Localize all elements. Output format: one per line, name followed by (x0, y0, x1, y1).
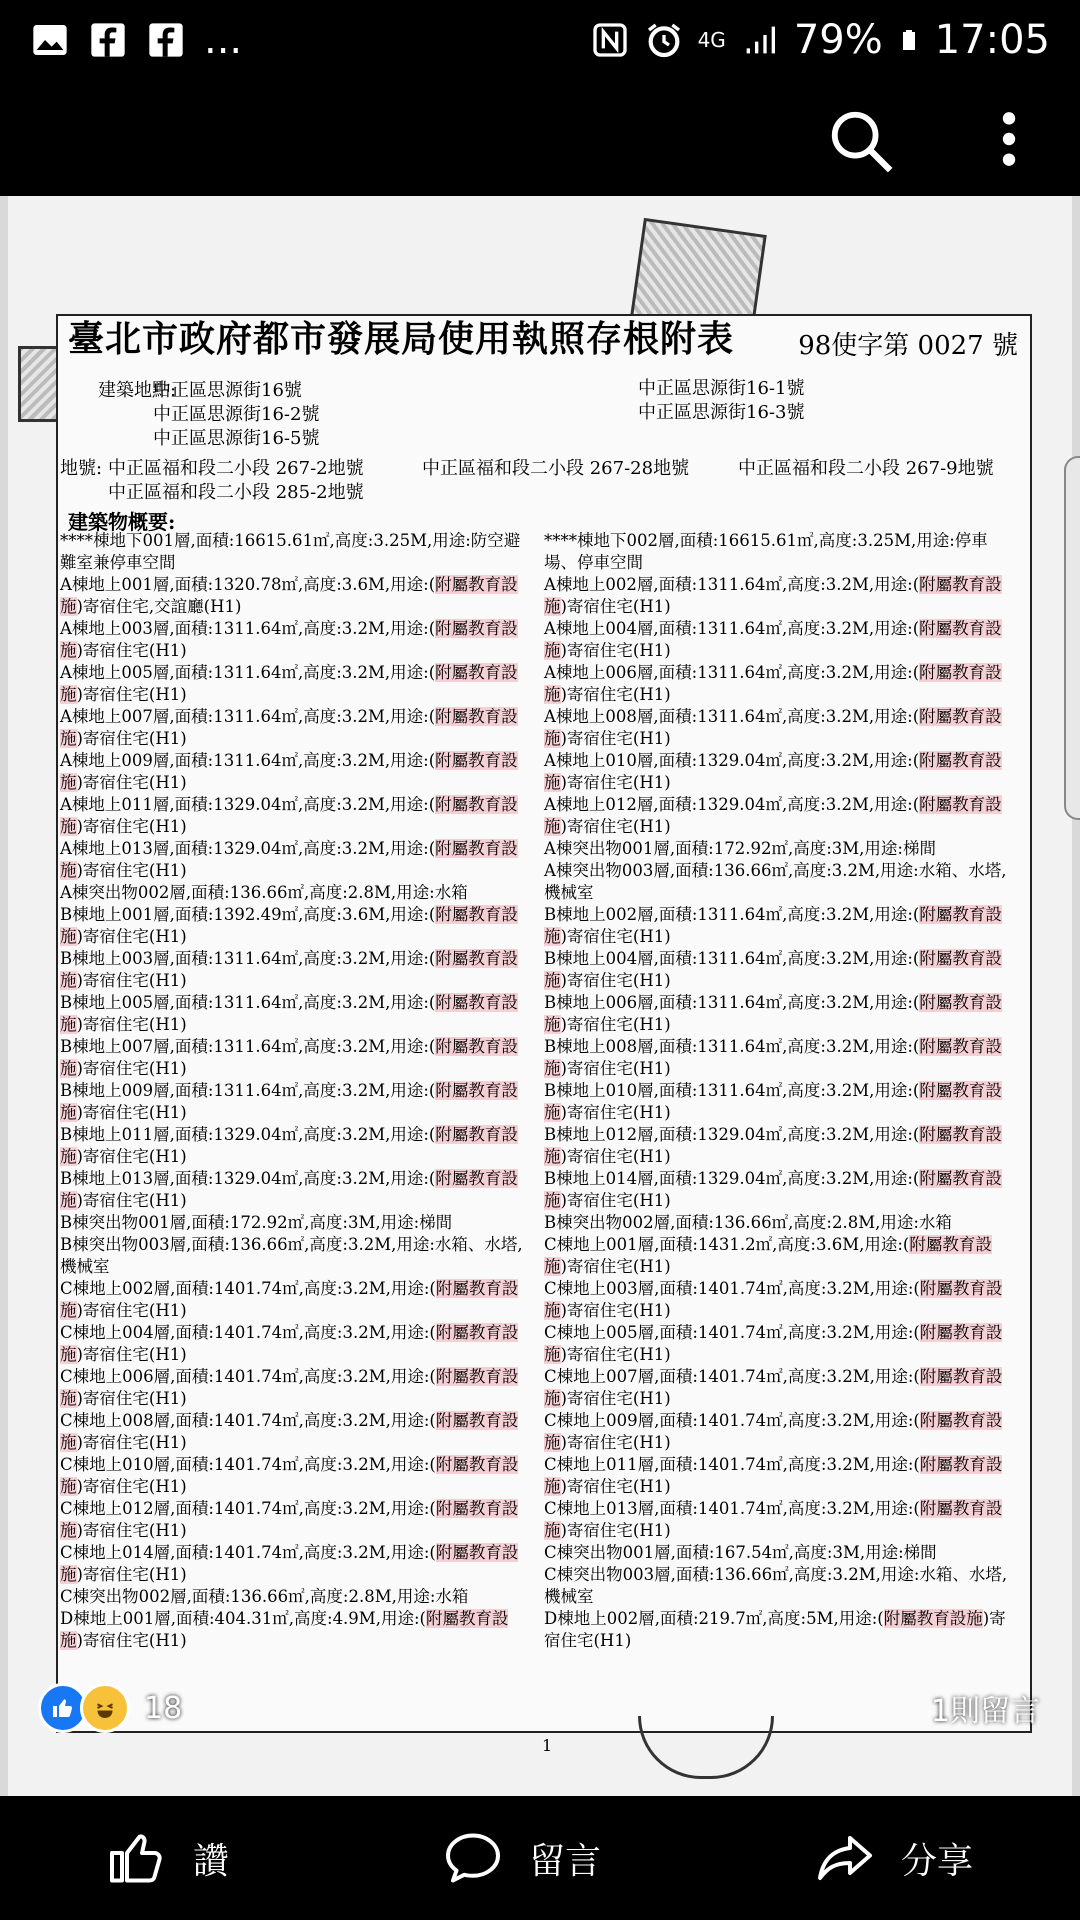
lot-3: 中正區福和段二小段 267-9地號 (738, 458, 994, 479)
usage-entry (60, 794, 528, 838)
clock: 17:05 (934, 17, 1050, 63)
reaction-count: 18 (144, 1690, 183, 1726)
entry-text: C棟地上010層,面積:1401.74㎡,高度:3.2M,用途:( (60, 1455, 436, 1474)
image-icon (30, 20, 70, 60)
usage-entry (544, 1542, 1012, 1564)
entry-text: B棟突出物003層,面積:136.66㎡,高度:3.2M,用途:水箱、水塔,機械室 (60, 1235, 523, 1276)
share-button[interactable] (815, 1828, 973, 1888)
entry-suffix: )寄宿住宅(H1) (560, 971, 671, 990)
entry-text: A棟突出物002層,面積:136.66㎡,高度:2.8M,用途:水箱 (60, 883, 468, 902)
entry-text: A棟地上012層,面積:1329.04㎡,高度:3.2M,用途:( (544, 795, 920, 814)
entry-suffix: )寄宿住宅(H1) (76, 1147, 187, 1166)
entry-suffix: )寄宿住宅(H1) (76, 1191, 187, 1210)
usage-entry (544, 1278, 1012, 1322)
usage-entry (60, 1608, 528, 1652)
signal-icon (740, 20, 780, 60)
entry-text: C棟地上012層,面積:1401.74㎡,高度:3.2M,用途:( (60, 1499, 436, 1518)
status-right (590, 0, 1050, 80)
highlighted-usage: 附屬教育設施 (544, 707, 1002, 748)
alarm-icon (644, 20, 684, 60)
comment-button[interactable] (443, 1828, 601, 1888)
entry-text: ****棟地下002層,面積:16615.61㎡,高度:3.25M,用途:停車場、停車空間 (544, 531, 988, 572)
entry-text: C棟地上006層,面積:1401.74㎡,高度:3.2M,用途:( (60, 1367, 436, 1386)
usage-entry (544, 662, 1012, 706)
entry-suffix: )寄宿住宅(H1) (560, 1191, 671, 1210)
usage-entry (544, 1366, 1012, 1410)
entry-text: D棟地上002層,面積:219.7㎡,高度:5M,用途:( (544, 1609, 884, 1628)
highlighted-usage: 附屬教育設施 (544, 575, 1002, 616)
right-column (544, 530, 1012, 1652)
nfc-icon (590, 20, 630, 60)
usage-entry (60, 1498, 528, 1542)
reactions-summary[interactable] (38, 1683, 182, 1733)
entry-text: B棟地上007層,面積:1311.64㎡,高度:3.2M,用途:( (60, 1037, 436, 1056)
highlighted-usage: 附屬教育設施 (60, 1125, 518, 1166)
comment-bubble-icon (443, 1828, 503, 1888)
entry-suffix: )寄宿住宅(H1) (560, 1477, 671, 1496)
usage-entry (60, 1586, 528, 1608)
bottom-action-bar (0, 1796, 1080, 1920)
entry-text: B棟地上002層,面積:1311.64㎡,高度:3.2M,用途:( (544, 905, 920, 924)
entry-text: D棟地上001層,面積:404.31㎡,高度:4.9M,用途:( (60, 1609, 426, 1628)
lot-label: 地號: (60, 458, 103, 479)
like-label: 讚 (192, 1840, 229, 1882)
usage-entry (60, 1080, 528, 1124)
entry-text: B棟地上001層,面積:1392.49㎡,高度:3.6M,用途:( (60, 905, 436, 924)
status-more: ... (204, 17, 243, 63)
share-label: 分享 (900, 1840, 973, 1882)
entry-text: A棟突出物003層,面積:136.66㎡,高度:3.2M,用途:水箱、水塔,機械室 (544, 861, 1007, 902)
usage-entry (60, 1278, 528, 1322)
entry-suffix: )寄宿住宅(H1) (560, 1015, 671, 1034)
comment-count-link[interactable]: 1則留言 (930, 1694, 1040, 1729)
entry-suffix: )寄宿住宅(H1) (560, 685, 671, 704)
entry-suffix: )寄宿住宅(H1) (560, 1389, 671, 1408)
entry-suffix: )寄宿住宅(H1) (560, 773, 671, 792)
usage-entry (544, 1322, 1012, 1366)
usage-entry (60, 1212, 528, 1234)
entry-text: ****棟地下001層,面積:16615.61㎡,高度:3.25M,用途:防空避難室兼停車空間 (60, 531, 521, 572)
usage-entry (544, 794, 1012, 838)
highlighted-usage: 附屬教育設施 (544, 1279, 1003, 1320)
highlighted-usage: 附屬教育設施 (60, 839, 518, 880)
entry-suffix: )寄宿住宅(H1) (560, 1103, 671, 1122)
document-photo (8, 196, 1072, 1796)
usage-entry (60, 1542, 528, 1586)
entry-suffix: )寄宿住宅(H1) (76, 861, 187, 880)
highlighted-usage: 附屬教育設施 (60, 1037, 518, 1078)
entry-text: B棟地上003層,面積:1311.64㎡,高度:3.2M,用途:( (60, 949, 436, 968)
usage-entry (60, 618, 528, 662)
usage-entry (544, 1498, 1012, 1542)
entry-suffix: )寄宿住宅(H1) (76, 1433, 187, 1452)
entry-suffix: )寄宿住宅(H1) (544, 1609, 1006, 1650)
usage-entry (544, 1564, 1012, 1608)
edge-handle[interactable] (1064, 456, 1080, 820)
entry-suffix: )寄宿住宅,交誼廳(H1) (76, 597, 242, 616)
usage-entry (60, 1366, 528, 1410)
page-number: 1 (542, 1736, 553, 1755)
entry-text: A棟地上010層,面積:1329.04㎡,高度:3.2M,用途:( (544, 751, 920, 770)
usage-entry (544, 1124, 1012, 1168)
usage-entry (544, 1168, 1012, 1212)
usage-entry (60, 882, 528, 904)
lot-4: 中正區福和段二小段 285-2地號 (108, 482, 364, 503)
entry-text: A棟地上009層,面積:1311.64㎡,高度:3.2M,用途:( (60, 751, 436, 770)
status-bar (0, 0, 1080, 80)
entry-text: B棟地上008層,面積:1311.64㎡,高度:3.2M,用途:( (544, 1037, 920, 1056)
usage-entry (60, 992, 528, 1036)
entry-text: B棟地上013層,面積:1329.04㎡,高度:3.2M,用途:( (60, 1169, 436, 1188)
entry-suffix: )寄宿住宅(H1) (560, 1433, 671, 1452)
entry-suffix: )寄宿住宅(H1) (76, 1301, 187, 1320)
facebook-icon (88, 20, 128, 60)
highlighted-usage: 附屬教育設施 (60, 949, 518, 990)
battery-icon (897, 20, 921, 60)
document-title-row (68, 292, 1028, 362)
entry-text: C棟突出物003層,面積:136.66㎡,高度:3.2M,用途:水箱、水塔,機械室 (544, 1565, 1008, 1606)
usage-entry (60, 662, 528, 706)
entry-text: A棟地上008層,面積:1311.64㎡,高度:3.2M,用途:( (544, 707, 920, 726)
entry-suffix: )寄宿住宅(H1) (76, 729, 187, 748)
usage-entry (544, 948, 1012, 992)
entry-suffix: )寄宿住宅(H1) (560, 1059, 671, 1078)
usage-entry (544, 530, 1012, 574)
highlighted-usage: 附屬教育設施 (544, 1323, 1003, 1364)
entry-text: A棟突出物001層,面積:172.92㎡,高度:3M,用途:梯間 (544, 839, 936, 858)
entry-text: A棟地上002層,面積:1311.64㎡,高度:3.2M,用途:( (544, 575, 920, 594)
highlighted-usage: 附屬教育設施 (60, 707, 518, 748)
battery-percent: 79% (793, 17, 883, 63)
usage-entry (544, 750, 1012, 794)
entry-suffix: )寄宿住宅(H1) (560, 729, 671, 748)
highlighted-usage: 附屬教育設施 (544, 1125, 1002, 1166)
usage-entry (60, 1454, 528, 1498)
entry-text: B棟地上010層,面積:1311.64㎡,高度:3.2M,用途:( (544, 1081, 920, 1100)
entry-text: A棟地上004層,面積:1311.64㎡,高度:3.2M,用途:( (544, 619, 920, 638)
usage-entry (544, 1036, 1012, 1080)
status-left (30, 17, 242, 63)
comment-label: 留言 (528, 1840, 601, 1882)
entry-text: B棟地上004層,面積:1311.64㎡,高度:3.2M,用途:( (544, 949, 920, 968)
entry-text: C棟地上007層,面積:1401.74㎡,高度:3.2M,用途:( (544, 1367, 920, 1386)
entry-text: A棟地上003層,面積:1311.64㎡,高度:3.2M,用途:( (60, 619, 436, 638)
highlighted-usage: 附屬教育設施 (544, 1411, 1003, 1452)
left-column (60, 530, 528, 1652)
entry-suffix: )寄宿住宅(H1) (76, 1477, 187, 1496)
highlighted-usage: 附屬教育設施 (544, 619, 1002, 660)
usage-entry (544, 1234, 1012, 1278)
entry-text: B棟地上005層,面積:1311.64㎡,高度:3.2M,用途:( (60, 993, 436, 1012)
entry-text: B棟地上006層,面積:1311.64㎡,高度:3.2M,用途:( (544, 993, 920, 1012)
entry-suffix: )寄宿住宅(H1) (76, 971, 187, 990)
usage-entry (544, 1410, 1012, 1454)
highlighted-usage: 附屬教育設施 (60, 663, 518, 704)
usage-entry (60, 1322, 528, 1366)
entry-suffix: )寄宿住宅(H1) (560, 597, 671, 616)
usage-entry (544, 904, 1012, 948)
highlighted-usage: 附屬教育設施 (544, 1037, 1002, 1078)
more-vert-icon[interactable] (978, 108, 1040, 170)
highlighted-usage: 附屬教育設施 (544, 751, 1002, 792)
usage-entry (60, 948, 528, 992)
highlighted-usage: 附屬教育設施 (60, 795, 518, 836)
usage-entry (544, 1212, 1012, 1234)
highlighted-usage: 附屬教育設施 (544, 795, 1002, 836)
highlighted-usage: 附屬教育設施 (60, 1411, 519, 1452)
highlighted-usage: 附屬教育設施 (544, 1235, 992, 1276)
entry-text: C棟突出物001層,面積:167.54㎡,高度:3M,用途:梯間 (544, 1543, 937, 1562)
entry-text: C棟地上002層,面積:1401.74㎡,高度:3.2M,用途:( (60, 1279, 436, 1298)
usage-entry (60, 1410, 528, 1454)
entry-suffix: )寄宿住宅(H1) (76, 927, 187, 946)
usage-entry (60, 706, 528, 750)
highlighted-usage: 附屬教育設施 (60, 575, 518, 616)
entry-suffix: )寄宿住宅(H1) (76, 1059, 187, 1078)
entry-suffix: )寄宿住宅(H1) (76, 1565, 187, 1584)
usage-entry (544, 1080, 1012, 1124)
usage-entry (544, 838, 1012, 860)
entry-text: C棟地上009層,面積:1401.74㎡,高度:3.2M,用途:( (544, 1411, 920, 1430)
entry-suffix: )寄宿住宅(H1) (76, 1103, 187, 1122)
haha-reaction-icon (80, 1683, 130, 1733)
usage-entry (60, 530, 528, 574)
facebook-icon (146, 20, 186, 60)
highlighted-usage: 附屬教育設施 (60, 751, 518, 792)
highlighted-usage: 附屬教育設施 (60, 993, 518, 1034)
usage-entry (544, 1454, 1012, 1498)
entry-suffix: )寄宿住宅(H1) (560, 1301, 671, 1320)
entry-text: A棟地上005層,面積:1311.64㎡,高度:3.2M,用途:( (60, 663, 436, 682)
usage-entry (544, 1608, 1012, 1652)
highlighted-usage: 附屬教育設施 (60, 1323, 519, 1364)
highlighted-usage: 附屬教育設施 (544, 1081, 1002, 1122)
entry-text: C棟地上014層,面積:1401.74㎡,高度:3.2M,用途:( (60, 1543, 436, 1562)
lot-1: 中正區福和段二小段 267-2地號 (108, 458, 364, 479)
entry-suffix: )寄宿住宅(H1) (76, 1345, 187, 1364)
highlighted-usage: 附屬教育設施 (60, 905, 518, 946)
highlighted-usage: 附屬教育設施 (60, 1609, 509, 1650)
entry-text: A棟地上013層,面積:1329.04㎡,高度:3.2M,用途:( (60, 839, 436, 858)
document-title: 臺北市政府都市發展局使用執照存根附表 (68, 318, 735, 360)
entry-suffix: )寄宿住宅(H1) (76, 1631, 187, 1650)
entry-suffix: )寄宿住宅(H1) (76, 1521, 187, 1540)
usage-entry (544, 992, 1012, 1036)
search-icon[interactable] (826, 106, 896, 176)
usage-entry (544, 860, 1012, 904)
entry-suffix: )寄宿住宅(H1) (560, 1257, 671, 1276)
entry-suffix: )寄宿住宅(H1) (560, 817, 671, 836)
entry-text: C棟地上011層,面積:1401.74㎡,高度:3.2M,用途:( (544, 1455, 920, 1474)
overview-heading: 建築物概要: (68, 510, 176, 534)
entry-suffix: )寄宿住宅(H1) (560, 1147, 671, 1166)
highlighted-usage: 附屬教育設施 (60, 1081, 518, 1122)
address-right-1: 中正區思源街16-1號 (638, 378, 805, 399)
highlighted-usage: 附屬教育設施 (60, 619, 518, 660)
thumbs-up-icon (107, 1828, 167, 1888)
highlighted-usage: 附屬教育設施 (544, 1499, 1003, 1540)
highlighted-usage: 附屬教育設施 (60, 1455, 519, 1496)
usage-entry (60, 574, 528, 618)
entry-text: A棟地上001層,面積:1320.78㎡,高度:3.6M,用途:( (60, 575, 436, 594)
usage-entry (60, 838, 528, 882)
entry-text: A棟地上011層,面積:1329.04㎡,高度:3.2M,用途:( (60, 795, 436, 814)
usage-entry (60, 1168, 528, 1212)
entry-suffix: )寄宿住宅(H1) (560, 1345, 671, 1364)
usage-entry (60, 1124, 528, 1168)
entry-suffix: )寄宿住宅(H1) (560, 927, 671, 946)
highlighted-usage: 附屬教育設施 (883, 1609, 983, 1628)
entry-text: B棟地上012層,面積:1329.04㎡,高度:3.2M,用途:( (544, 1125, 920, 1144)
highlighted-usage: 附屬教育設施 (544, 1169, 1002, 1210)
entry-text: B棟地上011層,面積:1329.04㎡,高度:3.2M,用途:( (60, 1125, 436, 1144)
entry-text: B棟地上009層,面積:1311.64㎡,高度:3.2M,用途:( (60, 1081, 436, 1100)
entry-text: A棟地上006層,面積:1311.64㎡,高度:3.2M,用途:( (544, 663, 920, 682)
highlighted-usage: 附屬教育設施 (544, 949, 1002, 990)
usage-entry (60, 904, 528, 948)
highlighted-usage: 附屬教育設施 (544, 905, 1002, 946)
entry-suffix: )寄宿住宅(H1) (76, 685, 187, 704)
entry-text: C棟地上003層,面積:1401.74㎡,高度:3.2M,用途:( (544, 1279, 920, 1298)
network-type: 4G (697, 28, 726, 52)
highlighted-usage: 附屬教育設施 (544, 1367, 1003, 1408)
highlighted-usage: 附屬教育設施 (544, 663, 1002, 704)
highlighted-usage: 附屬教育設施 (60, 1499, 519, 1540)
entry-suffix: )寄宿住宅(H1) (76, 773, 187, 792)
viewer-top-bar (0, 80, 1080, 196)
entry-text: C棟地上008層,面積:1401.74㎡,高度:3.2M,用途:( (60, 1411, 436, 1430)
highlighted-usage: 附屬教育設施 (544, 1455, 1003, 1496)
entry-text: B棟地上014層,面積:1329.04㎡,高度:3.2M,用途:( (544, 1169, 920, 1188)
entry-text: C棟地上013層,面積:1401.74㎡,高度:3.2M,用途:( (544, 1499, 920, 1518)
usage-entry (544, 706, 1012, 750)
usage-entry (60, 1234, 528, 1278)
entry-text: B棟突出物002層,面積:136.66㎡,高度:2.8M,用途:水箱 (544, 1213, 952, 1232)
entry-suffix: )寄宿住宅(H1) (76, 641, 187, 660)
like-button[interactable] (107, 1828, 229, 1888)
share-arrow-icon (815, 1828, 875, 1888)
entry-suffix: )寄宿住宅(H1) (560, 1521, 671, 1540)
entry-text: B棟突出物001層,面積:172.92㎡,高度:3M,用途:梯間 (60, 1213, 453, 1232)
entry-text: C棟突出物002層,面積:136.66㎡,高度:2.8M,用途:水箱 (60, 1587, 469, 1606)
address-label: 建築地點: (98, 380, 177, 401)
entry-text: C棟地上004層,面積:1401.74㎡,高度:3.2M,用途:( (60, 1323, 436, 1342)
entry-suffix: )寄宿住宅(H1) (76, 817, 187, 836)
lot-2: 中正區福和段二小段 267-28地號 (422, 458, 690, 479)
entry-text: A棟地上007層,面積:1311.64㎡,高度:3.2M,用途:( (60, 707, 436, 726)
entry-suffix: )寄宿住宅(H1) (76, 1389, 187, 1408)
entry-text: C棟地上005層,面積:1401.74㎡,高度:3.2M,用途:( (544, 1323, 920, 1342)
usage-entry (544, 574, 1012, 618)
usage-entry (60, 750, 528, 794)
highlighted-usage: 附屬教育設施 (60, 1279, 519, 1320)
address-left-1: 中正區思源街16號 (153, 380, 302, 401)
entry-suffix: )寄宿住宅(H1) (560, 641, 671, 660)
bottom-seal (638, 1716, 774, 1779)
address-left-3: 中正區思源街16-5號 (153, 428, 320, 449)
entry-suffix: )寄宿住宅(H1) (76, 1015, 187, 1034)
usage-entry (60, 1036, 528, 1080)
highlighted-usage: 附屬教育設施 (60, 1169, 518, 1210)
address-right-2: 中正區思源街16-3號 (638, 402, 805, 423)
photo-viewer[interactable] (0, 196, 1080, 1796)
address-left-2: 中正區思源街16-2號 (153, 404, 320, 425)
highlighted-usage: 附屬教育設施 (544, 993, 1002, 1034)
usage-entry (544, 618, 1012, 662)
highlighted-usage: 附屬教育設施 (60, 1543, 519, 1584)
highlighted-usage: 附屬教育設施 (60, 1367, 519, 1408)
document-number: 98使字第 0027 號 (798, 331, 1018, 361)
entry-text: C棟地上001層,面積:1431.2㎡,高度:3.6M,用途:( (544, 1235, 910, 1254)
